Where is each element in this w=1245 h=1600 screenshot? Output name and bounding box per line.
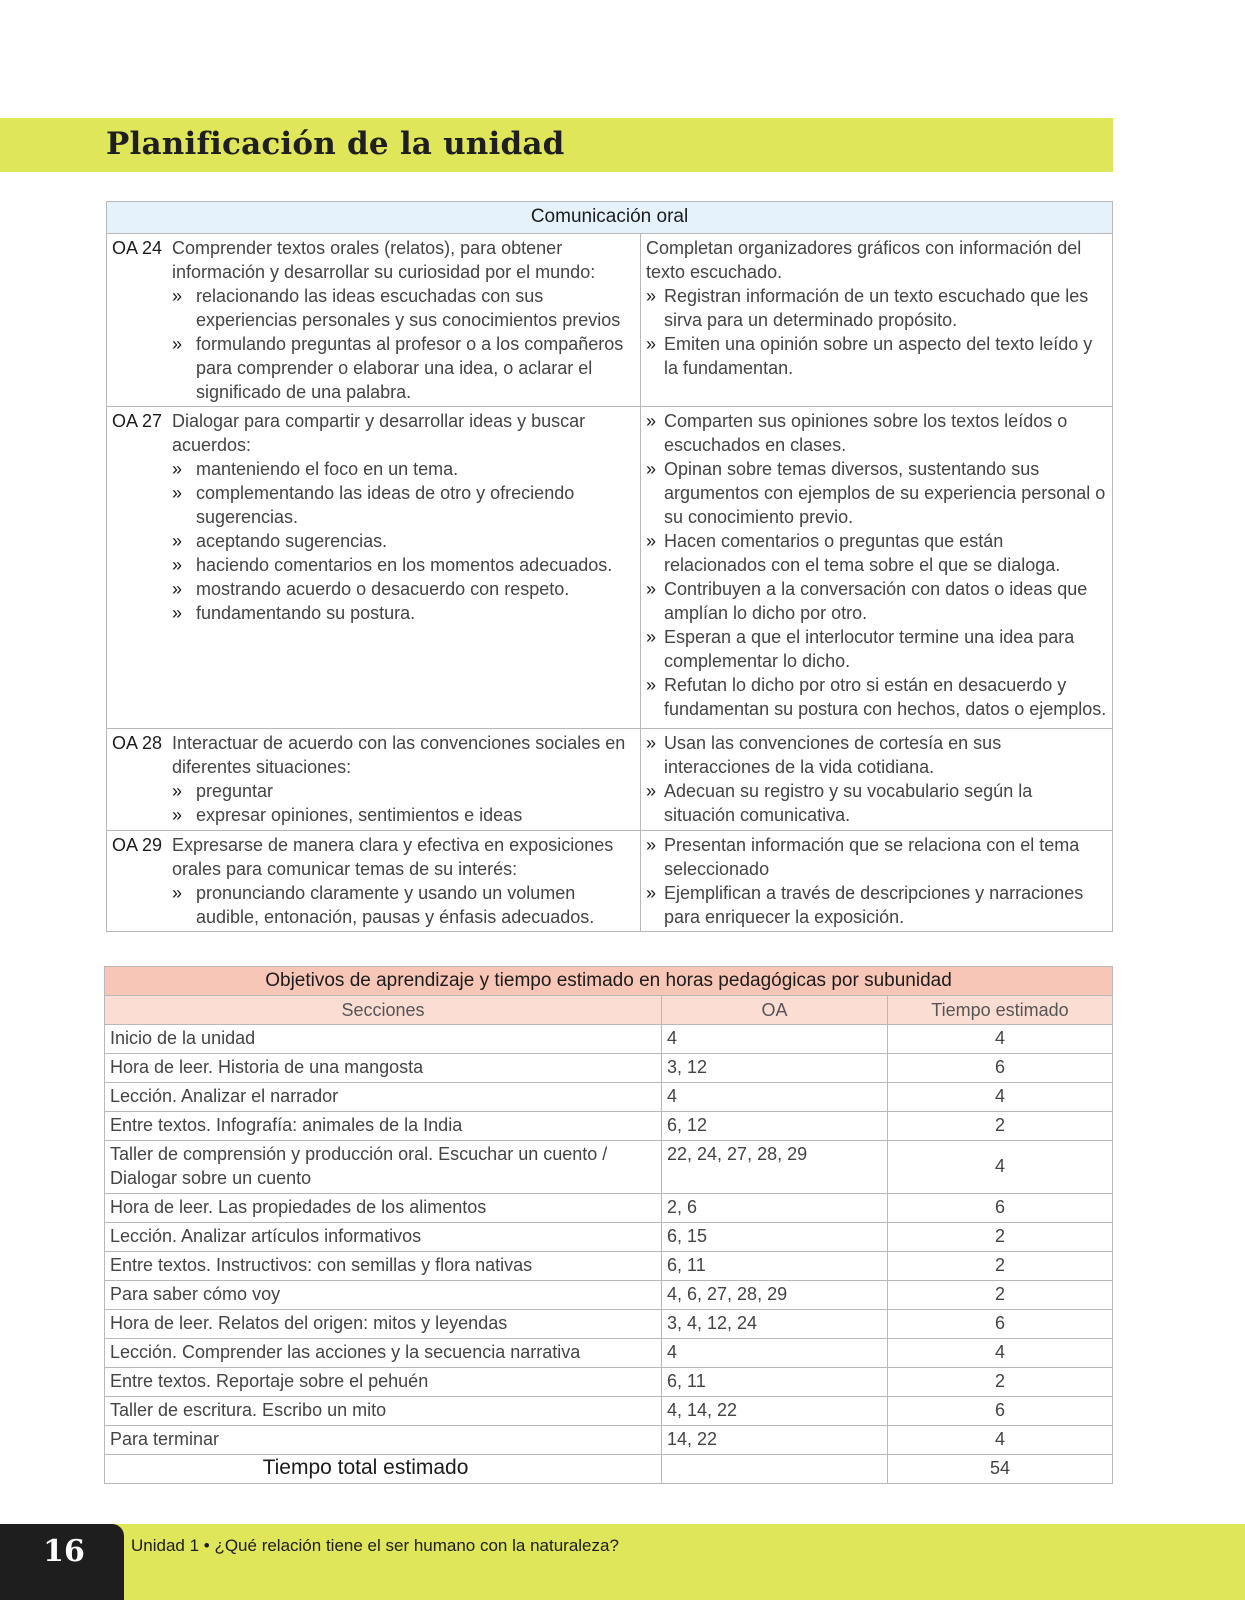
objective-cell bbox=[107, 234, 641, 407]
bullet-icon: » bbox=[646, 579, 657, 599]
bullet-icon: » bbox=[172, 883, 183, 903]
time-cell: 6 bbox=[888, 1397, 1113, 1426]
section-cell: Hora de leer. Las propiedades de los alimentos bbox=[105, 1194, 662, 1223]
objective bbox=[112, 731, 635, 827]
list-item-text: preguntar bbox=[196, 781, 274, 801]
table-row bbox=[105, 1223, 1113, 1252]
indicators-cell bbox=[641, 729, 1113, 831]
oa-code: OA 24 bbox=[112, 238, 163, 258]
bullet-icon: » bbox=[172, 531, 183, 551]
section-cell: Para terminar bbox=[105, 1426, 662, 1455]
indicator-item bbox=[646, 673, 1107, 721]
bullet-icon: » bbox=[646, 883, 657, 903]
indicator-text: Registran información de un texto escuchado que les sirva para un determinado propósito. bbox=[664, 286, 1089, 330]
indicator-item bbox=[646, 625, 1107, 673]
objectives-table bbox=[104, 966, 1113, 1484]
page-title: Planificación de la unidad bbox=[106, 126, 565, 162]
list-item bbox=[172, 577, 635, 601]
indicator-item bbox=[646, 457, 1107, 529]
table-row bbox=[105, 1141, 1113, 1194]
time-cell: 4 bbox=[888, 1339, 1113, 1368]
table-row bbox=[105, 1112, 1113, 1141]
table-row bbox=[105, 1397, 1113, 1426]
table-row bbox=[105, 1339, 1113, 1368]
list-item bbox=[172, 529, 635, 553]
bullet-icon: » bbox=[172, 579, 183, 599]
oa-code: OA 29 bbox=[112, 835, 163, 855]
objectives-caption: Objetivos de aprendizaje y tiempo estimado en horas pedagógicas por subunidad bbox=[105, 967, 1113, 996]
bullet-icon: » bbox=[172, 286, 183, 306]
title-band bbox=[0, 118, 1113, 172]
indicator-item bbox=[646, 577, 1107, 625]
time-cell: 4 bbox=[888, 1083, 1113, 1112]
total-time: 54 bbox=[888, 1455, 1113, 1484]
section-cell: Inicio de la unidad bbox=[105, 1025, 662, 1054]
list-item bbox=[172, 332, 635, 404]
list-item bbox=[172, 601, 635, 625]
list-item-text: manteniendo el foco en un tema. bbox=[196, 459, 459, 479]
oa-cell: 4, 14, 22 bbox=[662, 1397, 888, 1426]
time-cell: 4 bbox=[888, 1141, 1113, 1194]
bullet-icon: » bbox=[646, 411, 657, 431]
indicator-text: Contribuyen a la conversación con datos o ideas que amplían lo dicho por otro. bbox=[664, 579, 1088, 623]
indicator-text: Ejemplifican a través de descripciones y narraciones para enriquecer la exposición. bbox=[664, 883, 1084, 927]
bullet-icon: » bbox=[646, 531, 657, 551]
indicator-item bbox=[646, 779, 1107, 827]
bullet-icon: » bbox=[172, 805, 183, 825]
bullet-icon: » bbox=[172, 781, 183, 801]
column-header-sections: Secciones bbox=[105, 996, 662, 1025]
list-item bbox=[172, 284, 635, 332]
oa-cell: 4 bbox=[662, 1083, 888, 1112]
table-row bbox=[105, 1252, 1113, 1281]
bullet-icon: » bbox=[646, 334, 657, 354]
oa-cell: 3, 12 bbox=[662, 1054, 888, 1083]
table-row bbox=[105, 1426, 1113, 1455]
bullet-icon: » bbox=[646, 459, 657, 479]
indicator-item bbox=[646, 731, 1107, 779]
oa-code: OA 27 bbox=[112, 411, 163, 431]
bullet-icon: » bbox=[646, 781, 657, 801]
oa-code: OA 28 bbox=[112, 733, 163, 753]
table-row bbox=[105, 1281, 1113, 1310]
oral-communication-table bbox=[106, 201, 1113, 932]
list-item bbox=[172, 779, 635, 803]
objective-body bbox=[172, 409, 635, 625]
objective-text: Dialogar para compartir y desarrollar ideas y buscar acuerdos: bbox=[172, 411, 586, 455]
total-oa-cell bbox=[662, 1455, 888, 1484]
table-row bbox=[105, 1310, 1113, 1339]
oral-table-header: Comunicación oral bbox=[107, 202, 1113, 234]
indicator-item bbox=[646, 284, 1107, 332]
time-cell: 2 bbox=[888, 1223, 1113, 1252]
oa-cell: 6, 11 bbox=[662, 1368, 888, 1397]
section-cell: Entre textos. Instructivos: con semillas y flora nativas bbox=[105, 1252, 662, 1281]
table-row bbox=[105, 1054, 1113, 1083]
bullet-icon: » bbox=[172, 603, 183, 623]
time-cell: 2 bbox=[888, 1281, 1113, 1310]
bullet-icon: » bbox=[646, 675, 657, 695]
bullet-icon: » bbox=[172, 334, 183, 354]
time-cell: 6 bbox=[888, 1194, 1113, 1223]
section-cell: Entre textos. Infografía: animales de la India bbox=[105, 1112, 662, 1141]
objective bbox=[112, 236, 635, 404]
oa-cell: 4 bbox=[662, 1339, 888, 1368]
time-cell: 4 bbox=[888, 1426, 1113, 1455]
list-item-text: expresar opiniones, sentimientos e ideas bbox=[196, 805, 523, 825]
oa-cell: 6, 15 bbox=[662, 1223, 888, 1252]
objective-cell bbox=[107, 407, 641, 729]
oa-cell: 6, 12 bbox=[662, 1112, 888, 1141]
indicators-cell bbox=[641, 831, 1113, 932]
oa-row bbox=[107, 831, 1113, 932]
bullet-icon: » bbox=[172, 459, 183, 479]
objective-cell bbox=[107, 729, 641, 831]
list-item-text: relacionando las ideas escuchadas con sus experiencias personales y sus conocimientos previos bbox=[196, 286, 621, 330]
list-item-text: haciendo comentarios en los momentos adecuados. bbox=[196, 555, 613, 575]
indicator-text: Comparten sus opiniones sobre los textos leídos o escuchados en clases. bbox=[664, 411, 1068, 455]
total-label: Tiempo total estimado bbox=[105, 1455, 662, 1484]
bullet-icon: » bbox=[646, 286, 657, 306]
indicator-item bbox=[646, 332, 1107, 380]
list-item bbox=[172, 881, 635, 929]
indicator-text: Emiten una opinión sobre un aspecto del texto leído y la fundamentan. bbox=[664, 334, 1093, 378]
bullet-icon: » bbox=[172, 555, 183, 575]
oa-cell: 6, 11 bbox=[662, 1252, 888, 1281]
indicator-item bbox=[646, 529, 1107, 577]
section-cell: Para saber cómo voy bbox=[105, 1281, 662, 1310]
list-item bbox=[172, 457, 635, 481]
objective-body bbox=[172, 833, 635, 929]
list-item-text: mostrando acuerdo o desacuerdo con respeto. bbox=[196, 579, 570, 599]
indicators-cell bbox=[641, 407, 1113, 729]
table-row bbox=[105, 1083, 1113, 1112]
bullet-icon: » bbox=[646, 627, 657, 647]
indicator-text: Hacen comentarios o preguntas que están relacionados con el tema sobre el que se dialoga. bbox=[664, 531, 1061, 575]
oa-cell: 14, 22 bbox=[662, 1426, 888, 1455]
table-row bbox=[105, 1025, 1113, 1054]
footer-unit-title: Unidad 1 • ¿Qué relación tiene el ser humano con la naturaleza? bbox=[131, 1536, 619, 1555]
list-item-text: formulando preguntas al profesor o a los compañeros para comprender o elaborar una idea, o aclarar el significado de una palabra. bbox=[196, 334, 624, 402]
section-cell: Entre textos. Reportaje sobre el pehuén bbox=[105, 1368, 662, 1397]
column-header-time: Tiempo estimado bbox=[888, 996, 1113, 1025]
time-cell: 6 bbox=[888, 1054, 1113, 1083]
objective-text: Expresarse de manera clara y efectiva en exposiciones orales para comunicar temas de su interés: bbox=[172, 835, 614, 879]
page-number: 16 bbox=[0, 1524, 124, 1600]
oa-row bbox=[107, 407, 1113, 729]
bullet-icon: » bbox=[646, 733, 657, 753]
objective bbox=[112, 833, 635, 929]
indicator-text: Adecuan su registro y su vocabulario según la situación comunicativa. bbox=[664, 781, 1033, 825]
indicator-text: Opinan sobre temas diversos, sustentando sus argumentos con ejemplos de su experiencia personal o su conocimiento previo. bbox=[664, 459, 1106, 527]
oa-cell: 22, 24, 27, 28, 29 bbox=[662, 1141, 888, 1194]
objective-text: Comprender textos orales (relatos), para obtener información y desarrollar su curiosidad por el mundo: bbox=[172, 238, 596, 282]
indicator-text: Usan las convenciones de cortesía en sus interacciones de la vida cotidiana. bbox=[664, 733, 1002, 777]
indicator-text: Esperan a que el interlocutor termine una idea para complementar lo dicho. bbox=[664, 627, 1075, 671]
indicator-intro: Completan organizadores gráficos con información del texto escuchado. bbox=[646, 238, 1082, 282]
oa-row bbox=[107, 729, 1113, 831]
section-cell: Taller de comprensión y producción oral. Escuchar un cuento / Dialogar sobre un cuento bbox=[105, 1141, 662, 1194]
list-item bbox=[172, 481, 635, 529]
time-cell: 2 bbox=[888, 1252, 1113, 1281]
objective-body bbox=[172, 731, 635, 827]
time-cell: 4 bbox=[888, 1025, 1113, 1054]
list-item-text: fundamentando su postura. bbox=[196, 603, 416, 623]
time-cell: 2 bbox=[888, 1368, 1113, 1397]
objective bbox=[112, 409, 635, 625]
objective-body bbox=[172, 236, 635, 404]
section-cell: Hora de leer. Relatos del origen: mitos y leyendas bbox=[105, 1310, 662, 1339]
list-item bbox=[172, 553, 635, 577]
section-cell: Taller de escritura. Escribo un mito bbox=[105, 1397, 662, 1426]
oa-cell: 4, 6, 27, 28, 29 bbox=[662, 1281, 888, 1310]
indicator-item bbox=[646, 409, 1107, 457]
oa-row bbox=[107, 234, 1113, 407]
list-item-text: complementando las ideas de otro y ofreciendo sugerencias. bbox=[196, 483, 575, 527]
indicators-cell bbox=[641, 234, 1113, 407]
oa-cell: 3, 4, 12, 24 bbox=[662, 1310, 888, 1339]
section-cell: Lección. Comprender las acciones y la secuencia narrativa bbox=[105, 1339, 662, 1368]
indicator-text: Presentan información que se relaciona con el tema seleccionado bbox=[664, 835, 1080, 879]
list-item bbox=[172, 803, 635, 827]
column-header-oa: OA bbox=[662, 996, 888, 1025]
bullet-icon: » bbox=[646, 835, 657, 855]
section-cell: Lección. Analizar el narrador bbox=[105, 1083, 662, 1112]
indicator-text: Refutan lo dicho por otro si están en desacuerdo y fundamentan su postura con hechos, datos o ejemplos. bbox=[664, 675, 1107, 719]
time-cell: 6 bbox=[888, 1310, 1113, 1339]
indicator-item bbox=[646, 881, 1107, 929]
oa-cell: 2, 6 bbox=[662, 1194, 888, 1223]
list-item-text: pronunciando claramente y usando un volumen audible, entonación, pausas y énfasis adecuados. bbox=[196, 883, 595, 927]
total-row bbox=[105, 1455, 1113, 1484]
time-cell: 2 bbox=[888, 1112, 1113, 1141]
oa-cell: 4 bbox=[662, 1025, 888, 1054]
objective-cell bbox=[107, 831, 641, 932]
section-cell: Lección. Analizar artículos informativos bbox=[105, 1223, 662, 1252]
indicator-item bbox=[646, 833, 1107, 881]
table-row bbox=[105, 1194, 1113, 1223]
section-cell: Hora de leer. Historia de una mangosta bbox=[105, 1054, 662, 1083]
bullet-icon: » bbox=[172, 483, 183, 503]
table-row bbox=[105, 1368, 1113, 1397]
objective-text: Interactuar de acuerdo con las convenciones sociales en diferentes situaciones: bbox=[172, 733, 626, 777]
list-item-text: aceptando sugerencias. bbox=[196, 531, 388, 551]
